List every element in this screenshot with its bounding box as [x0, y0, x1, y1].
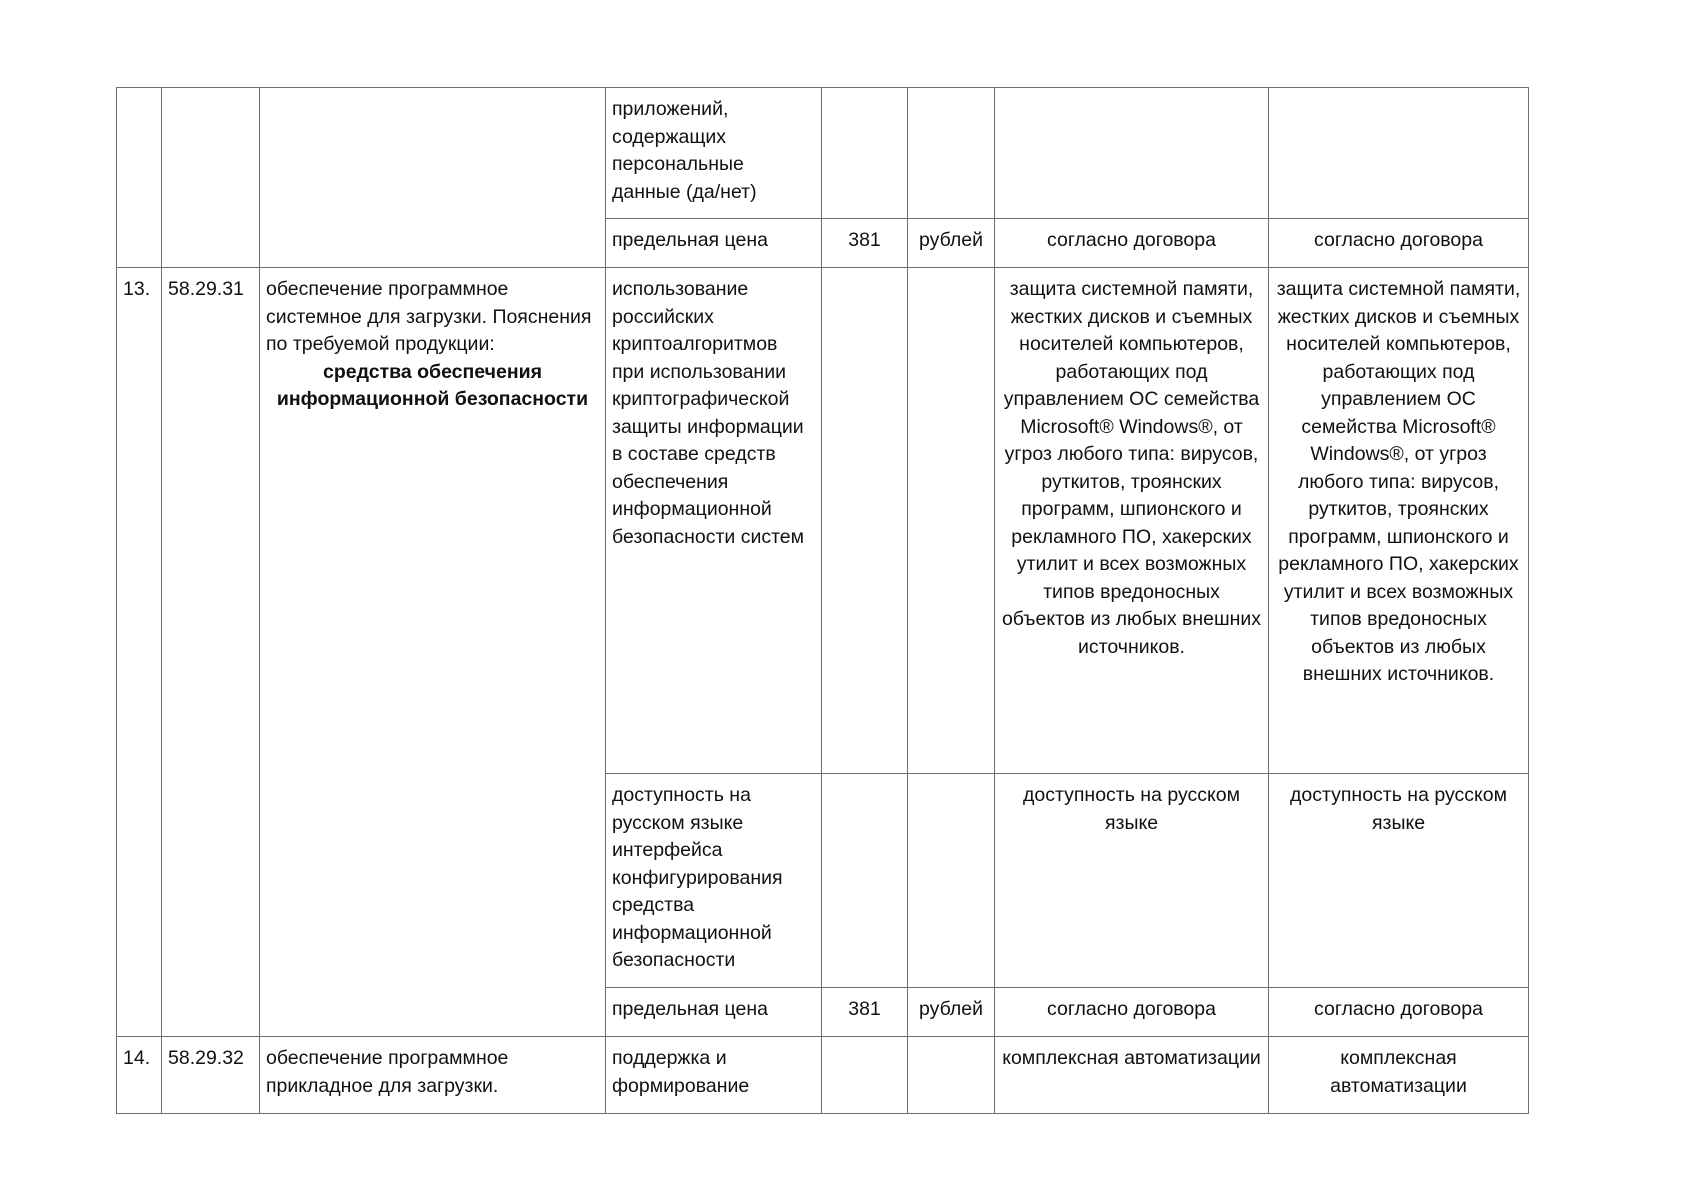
characteristic-cell: поддержка и формирование	[606, 1037, 822, 1114]
table-row	[117, 88, 1529, 219]
requirement-cell: защита системной памяти, жестких дисков и съемных носителей компьютеров, работающих под управлением ОС семейства Microsoft® Windows®, от угроз любого типа: вирусов, руткитов, троянских программ, шпионского и рекламного ПО, хакерских утилит и всех возможных типов вредоносных объектов из любых внешних источников.	[995, 268, 1269, 774]
product-name-cell: обеспечение программное прикладное для загрузки.	[260, 1037, 606, 1114]
value-cell	[822, 268, 908, 774]
unit-cell	[908, 774, 995, 988]
unit-cell	[908, 1037, 995, 1114]
requirements-table	[116, 87, 1529, 1114]
price-value-cell: 381	[822, 219, 908, 268]
value-cell	[822, 1037, 908, 1114]
requirement-cell	[1269, 88, 1529, 219]
price-label-cell: предельная цена	[606, 988, 822, 1037]
characteristic-cell: использование российских криптоалгоритмов при использовании криптографической защиты информации в составе средств обеспечения информационной безопасности систем	[606, 268, 822, 774]
requirement-cell: комплексная автоматизации	[995, 1037, 1269, 1114]
product-category-bold: средства обеспечения информационной безопасности	[276, 360, 589, 410]
product-name-text: обеспечение программное системное для загрузки. Пояснения по требуемой продукции:	[266, 278, 592, 355]
price-unit-cell: рублей	[908, 988, 995, 1037]
okpd-code-cell	[162, 88, 260, 268]
requirement-cell: доступность на русском языке	[1269, 774, 1529, 988]
product-name-cell	[260, 268, 606, 1037]
requirement-cell: согласно договора	[1269, 988, 1529, 1037]
requirement-cell: согласно договора	[1269, 219, 1529, 268]
okpd-code-cell: 58.29.32	[162, 1037, 260, 1114]
unit-cell	[908, 88, 995, 219]
okpd-code-cell: 58.29.31	[162, 268, 260, 1037]
table-row	[117, 1037, 1529, 1114]
requirement-cell	[995, 88, 1269, 219]
requirement-cell: согласно договора	[995, 988, 1269, 1037]
value-cell	[822, 88, 908, 219]
requirement-cell: доступность на русском языке	[995, 774, 1269, 988]
row-number-cell	[117, 88, 162, 268]
characteristic-cell: доступность на русском языке интерфейса конфигурирования средства информационной безопасности	[606, 774, 822, 988]
value-cell	[822, 774, 908, 988]
product-name-cell	[260, 88, 606, 268]
unit-cell	[908, 268, 995, 774]
requirement-cell: комплексная автоматизации	[1269, 1037, 1529, 1114]
row-number-cell: 14.	[117, 1037, 162, 1114]
price-label-cell: предельная цена	[606, 219, 822, 268]
row-number-cell: 13.	[117, 268, 162, 1037]
table-row	[117, 268, 1529, 774]
requirement-cell: защита системной памяти, жестких дисков и съемных носителей компьютеров, работающих под управлением ОС семейства Microsoft® Windows®, от угроз любого типа: вирусов, руткитов, троянских программ, шпионского и рекламного ПО, хакерских утилит и всех возможных типов вредоносных объектов из любых внешних источников.	[1269, 268, 1529, 774]
price-unit-cell: рублей	[908, 219, 995, 268]
requirement-cell: согласно договора	[995, 219, 1269, 268]
price-value-cell: 381	[822, 988, 908, 1037]
characteristic-cell: приложений, содержащих персональные данные (да/нет)	[606, 88, 822, 219]
